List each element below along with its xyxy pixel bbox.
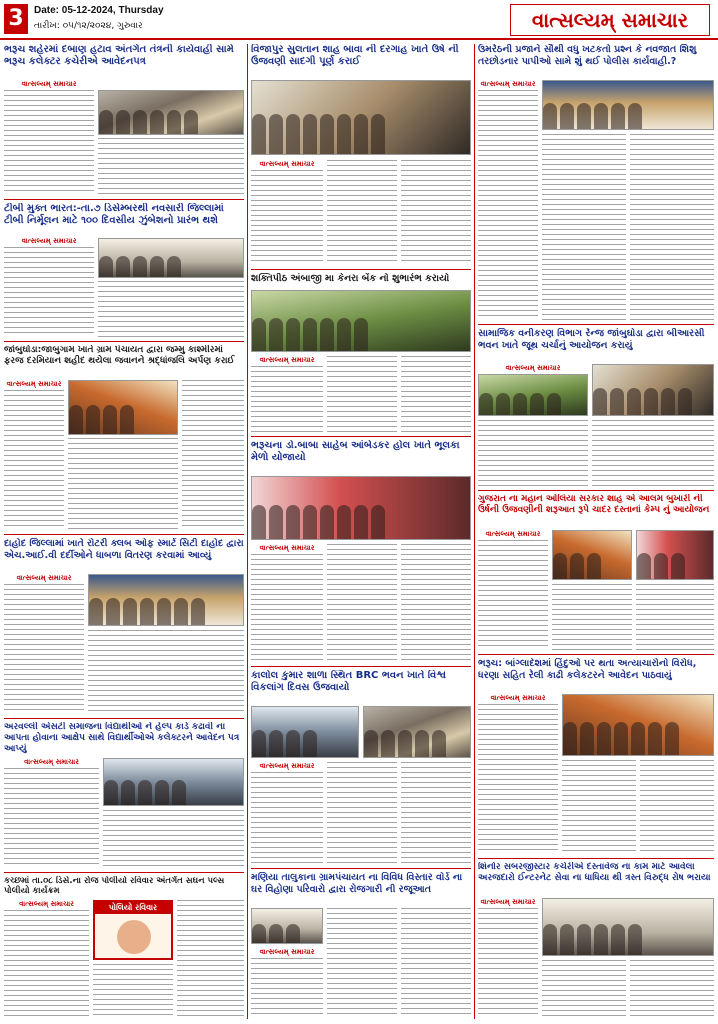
article-photo bbox=[251, 706, 359, 758]
byline: વાત્સલ્યમ્ સમાચાર bbox=[505, 364, 561, 372]
article-body bbox=[4, 247, 94, 337]
article-body bbox=[592, 420, 714, 486]
article-body bbox=[4, 584, 84, 714]
article-body bbox=[630, 960, 714, 1018]
date-gujarati: તારીખ: ૦૫/૧૨/૨૦૨૪, ગુરુવાર bbox=[34, 21, 143, 31]
headline-a2: વિજાપુર સુલતાન શાહ બાવા ની દરગાહ ખાતે ઉર્ષ ની ઉજવણી સાદગી પૂર્ણ કરાઈ bbox=[251, 44, 459, 68]
article-body bbox=[177, 900, 244, 1018]
article-photo bbox=[636, 530, 714, 580]
article-photo bbox=[251, 908, 323, 944]
article-photo bbox=[88, 574, 244, 626]
article-body bbox=[401, 544, 471, 662]
article-divider bbox=[478, 490, 714, 491]
article-divider bbox=[4, 341, 244, 342]
headline-a14: કચ્છમાં તા.૦૮ ડિસે.ના રોજ પોલીયો રવિવાર અંતર્ગત સઘન પલ્સ પોલીયો કાર્યક્રમ bbox=[4, 876, 225, 897]
headline-a9: ગુજરાત ના મહાન ઓલિયા સરકાર શાહ એ આલમ બુખારી ની ઉર્ષની ઉજવણીની શરૂઆત રૂપે ચાદર દસ્તાનાં કેમ્પ નું આયોજન bbox=[478, 494, 710, 515]
article-body bbox=[478, 90, 538, 320]
article-body bbox=[478, 540, 548, 650]
article-divider bbox=[251, 868, 471, 869]
headline-a10: દાહોદ જિલ્લામાં ખાતે રોટરી ક્લબ ઓફ સ્માર્ટ સિટી દાહોદ દ્વારા એચ.આઈ.વી દર્દીઓને ધાબળા વિતરણ કરવામાં આવ્યું bbox=[4, 538, 244, 561]
headline-a7: સામાજિક વનીકરણ વિભાગ રેન્જ જાંબુઘોડા દ્વારા બીઆરસી ભવન ખાતે જૂથ ચર્ચાનું આયોજન કરાયું bbox=[478, 328, 705, 351]
byline: વાત્સલ્યમ્ સમાચાર bbox=[21, 237, 77, 245]
byline: વાત્સલ્યમ્ સમાચાર bbox=[480, 898, 536, 906]
masthead bbox=[0, 0, 718, 40]
byline: વાત્સલ્યમ્ સમાચાર bbox=[6, 380, 62, 388]
article-photo bbox=[562, 694, 714, 756]
headline-a3: ઉમરેઠની પ્રજાને સૌથી વધુ ખટકતો પ્રશ્ન કે નવજાત શિશુ તરછોડનાર પાપીઓ સામે શું થઈ પોલીસ કાર્યવાહી.? bbox=[478, 44, 697, 67]
headline-a8: ભરૂચના ડો.બાબા સાહેબ આંબેડકર હોલ ખાતે ભૂલકા મેળો યોજાયો bbox=[251, 440, 460, 464]
headline-a13: અરવલ્લી એસટી સમાજના વિદ્યાર્થીઓ ને હેલ્પ કાર્ડ કઢાવી ના આપતા હોવાના આક્ષેપ સાથે વિદ્યાર્થીઓએ કલેક્ટરને આવેદન પત્ર આપ્યું bbox=[4, 722, 240, 754]
article-body bbox=[251, 772, 323, 864]
article-body bbox=[251, 366, 323, 432]
column-rule bbox=[474, 44, 475, 1019]
article-divider bbox=[251, 436, 471, 437]
article-body bbox=[327, 762, 397, 864]
byline: વાત્સલ્યમ્ સમાચાર bbox=[490, 694, 546, 702]
byline: વાત્સલ્યમ્ સમાચાર bbox=[259, 948, 315, 956]
article-divider bbox=[251, 666, 471, 667]
article-divider bbox=[251, 269, 471, 270]
article-photo bbox=[251, 476, 471, 540]
page-number: 3 bbox=[4, 4, 28, 34]
article-photo bbox=[478, 374, 588, 416]
article-body bbox=[327, 160, 397, 265]
headline-a6: જાંબુઘોડા:જાબુગામ ખાતે ગ્રામ પંચાયત દ્વારા જમ્મુ કાશ્મીરમાં ફરજ દરમિયાન શહીદ થયેલા જવાનને શ્રદ્ધાંજલિ અર્પણ કરાઈ bbox=[4, 345, 235, 366]
article-divider bbox=[4, 872, 244, 873]
headline-a5: શક્તિપીઠ અંબાજી મા કેનરા બેંક નો શુભારંભ કરાયો bbox=[251, 273, 450, 284]
article-body bbox=[478, 704, 558, 854]
article-body bbox=[542, 134, 626, 320]
article-body bbox=[4, 390, 64, 530]
headline-a1: ભરૂચ શહેરમાં દબાણ હટાવ અંતર્ગત તંત્રની કાર્યવાહી સામે ભરૂચ કલેક્ટર કચેરીએ આવેદનપત્ર bbox=[4, 44, 234, 68]
article-photo bbox=[542, 80, 714, 130]
article-body bbox=[103, 810, 244, 868]
article-body bbox=[562, 760, 636, 854]
byline: વાત્સલ્યમ્ સમાચાર bbox=[21, 80, 77, 88]
article-photo bbox=[251, 80, 471, 155]
article-body bbox=[401, 762, 471, 864]
article-body bbox=[636, 584, 714, 650]
date-english: Date: 05-12-2024, Thursday bbox=[34, 5, 164, 16]
byline: વાત્સલ્યમ્ સમાચાર bbox=[259, 356, 315, 364]
article-body bbox=[640, 760, 714, 854]
article-body bbox=[4, 768, 99, 868]
article-photo bbox=[363, 706, 471, 758]
article-divider bbox=[478, 858, 714, 859]
article-body bbox=[4, 910, 89, 1018]
article-photo bbox=[98, 90, 244, 135]
article-body bbox=[401, 356, 471, 432]
headline-a11: કાલોલ કુમાર શાળા સ્થિત BRC ભવન ખાતે વિશ્વ વિકલાંગ દિવસ ઉજવાયો bbox=[251, 670, 447, 694]
child-icon bbox=[117, 920, 151, 954]
headline-a12: ભરૂચ: બાંગ્લાદેશમાં હિંદુઓ પર થતા અત્યાચારોનો વિરોધ, ધરણા સહિત રેલી કાઢી કલેકટરને આવેદન પાઠવાયું bbox=[478, 658, 697, 681]
article-body bbox=[327, 908, 397, 1018]
article-photo bbox=[98, 238, 244, 278]
article-body bbox=[93, 964, 173, 1018]
article-divider bbox=[4, 718, 244, 719]
article-body bbox=[4, 90, 94, 195]
article-divider bbox=[478, 324, 714, 325]
article-body bbox=[401, 908, 471, 1018]
article-body bbox=[552, 584, 632, 650]
newspaper-logo: વાત્સલ્યમ્ સમાચાર bbox=[510, 4, 710, 36]
article-body bbox=[251, 554, 323, 662]
article-photo bbox=[68, 380, 178, 435]
article-body bbox=[182, 380, 244, 530]
byline: વાત્સલ્યમ્ સમાચાર bbox=[259, 160, 315, 168]
byline: વાત્સલ્યમ્ સમાચાર bbox=[24, 758, 79, 766]
headline-a15: મણિયા તાલુકાના ગ્રામપંચાયત ના વિવિધ વિસ્તાર વોર્ડ ના ઘર વિહોણા પરિવારો દ્વારા રોજગારી ની રજૂઆત bbox=[251, 872, 463, 895]
column-rule bbox=[247, 44, 248, 1019]
headline-a16: શિનોર સબરજીસ્ટાર કચેરીએ દસ્તાવેજ ના કામ માટે આવેલા અરજદારો ઈન્ટરનેટ સેવા ના ધાધિયા થી ત્રસ્ત વિરુદ્ધ રોષ ભરાયા bbox=[478, 862, 711, 883]
article-photo bbox=[592, 364, 714, 416]
byline: વાત્સલ્યમ્ સમાચાર bbox=[16, 574, 72, 582]
article-body bbox=[401, 160, 471, 265]
byline: વાત્સલ્યમ્ સમાચાર bbox=[19, 900, 74, 908]
article-body bbox=[68, 438, 178, 530]
article-divider bbox=[4, 199, 244, 200]
article-body bbox=[327, 356, 397, 432]
poster-title: પોલિયો રવિવાર bbox=[95, 902, 171, 914]
polio-poster bbox=[93, 900, 173, 960]
article-photo bbox=[103, 758, 244, 806]
article-body bbox=[98, 138, 244, 195]
article-body bbox=[478, 908, 538, 1018]
headline-a4: ટીબી મુક્ત ભારત:-તા.૭ ડિસેમ્બરથી નવસારી જિલ્લામાં ટીબી નિર્મૂલન માટે ૧૦૦ દિવસીય ઝુંબેશનો પ્રારંભ થશે bbox=[4, 203, 224, 227]
article-photo bbox=[552, 530, 632, 580]
article-body bbox=[251, 958, 323, 1018]
byline: વાત્સલ્યમ્ સમાચાર bbox=[480, 80, 536, 88]
article-divider bbox=[4, 534, 244, 535]
article-body bbox=[478, 420, 588, 486]
article-body bbox=[327, 544, 397, 662]
byline: વાત્સલ્યમ્ સમાચાર bbox=[485, 530, 541, 538]
article-body bbox=[630, 134, 714, 320]
article-divider bbox=[478, 654, 714, 655]
article-body bbox=[251, 170, 323, 265]
byline: વાત્સલ્યમ્ સમાચાર bbox=[259, 762, 315, 770]
article-body bbox=[542, 960, 626, 1018]
byline: વાત્સલ્યમ્ સમાચાર bbox=[259, 544, 315, 552]
article-photo bbox=[251, 290, 471, 352]
article-body bbox=[98, 281, 244, 337]
article-photo bbox=[542, 898, 714, 956]
article-body bbox=[88, 630, 244, 714]
